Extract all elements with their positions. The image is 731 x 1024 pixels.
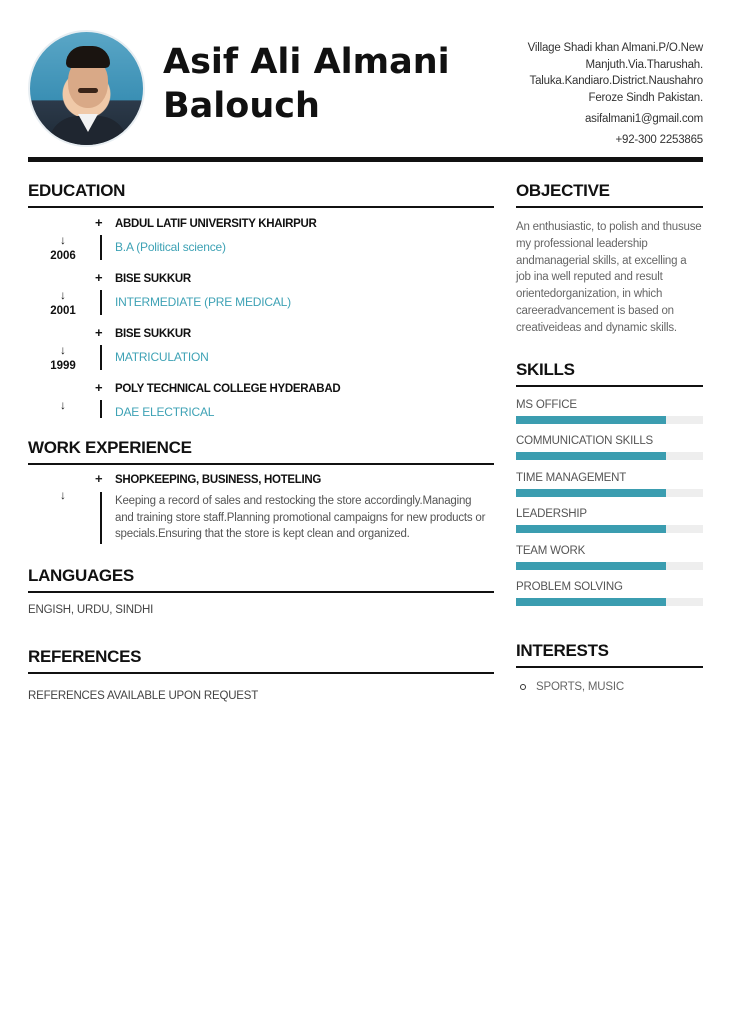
skill-label: PROBLEM SOLVING (516, 581, 623, 594)
work-experience-section (28, 437, 494, 565)
timeline-bar (100, 235, 102, 260)
address: Village Shadi khan Almani.P/O.New Manjuth.Via.Tharushah. Taluka.Kandiaro.District.Naushahro Feroze Sindh Pakistan. (527, 42, 703, 104)
work-description: Keeping a record of sales and restocking the store accordingly.Managing and training store staff.Planning promotional campaigns for new products or specials.Ensuring that the store is kept clean and organized. (115, 495, 486, 540)
skill-item (516, 460, 703, 497)
education-entry (28, 318, 494, 373)
section-title: LANGUAGES (28, 566, 134, 585)
skills-list (516, 387, 703, 606)
arrow-down-icon: ↓ (60, 233, 66, 247)
bullet-icon (520, 684, 526, 690)
plus-icon: + (95, 215, 103, 230)
contact-block (503, 40, 703, 148)
references-section (28, 646, 494, 703)
year: 1999 (50, 360, 76, 372)
education-entry (28, 263, 494, 318)
plus-icon: + (95, 325, 103, 340)
interests-section (516, 640, 703, 693)
section-title: OBJECTIVE (516, 181, 610, 200)
section-divider (28, 672, 494, 674)
candidate-name (163, 40, 483, 128)
skill-label: TEAM WORK (516, 544, 586, 557)
section-divider (28, 591, 494, 593)
skill-item (516, 496, 703, 533)
skill-label: LEADERSHIP (516, 508, 587, 521)
skill-item (516, 569, 703, 606)
right-column (516, 180, 703, 693)
interest-label: SPORTS, MUSIC (536, 680, 624, 693)
name-line-2: Balouch (163, 86, 320, 126)
institution: ABDUL LATIF UNIVERSITY KHAIRPUR (115, 218, 317, 230)
email[interactable]: asifalmani1@gmail.com (584, 113, 703, 125)
skill-item (516, 533, 703, 570)
phone: +92-300 2253865 (615, 133, 703, 146)
skill-label: MS OFFICE (516, 398, 577, 411)
resume-header (0, 0, 731, 165)
education-list (28, 208, 494, 424)
work-title: SHOPKEEPING, BUSINESS, HOTELING (115, 474, 322, 486)
skill-bar-track (516, 598, 703, 606)
section-title: REFERENCES (28, 647, 142, 666)
skills-section (516, 359, 703, 606)
languages-section (28, 565, 494, 617)
institution: BISE SUKKUR (115, 273, 191, 285)
education-section (28, 180, 494, 424)
skill-bar-fill (516, 598, 666, 606)
skill-item (516, 387, 703, 424)
timeline-bar (100, 345, 102, 370)
languages-text: ENGISH, URDU, SINDHI (28, 604, 154, 616)
skill-label: TIME MANAGEMENT (516, 471, 627, 484)
arrow-down-icon: ↓ (60, 488, 66, 502)
degree: MATRICULATION (115, 350, 209, 364)
timeline-bar (100, 400, 102, 418)
timeline-bar (100, 492, 102, 544)
objective-text: An enthusiastic, to polish and thususe my professional leadership andmanagerial skills, at excelling a job ina well reputed and result orientedorganization, in which careeradvancement is based on creativeideas and dynamic skills. (516, 221, 702, 334)
plus-icon: + (95, 380, 103, 395)
name-line-1: Asif Ali Almani (163, 42, 450, 82)
plus-icon: + (95, 270, 103, 285)
year: 2006 (50, 250, 76, 262)
education-entry (28, 373, 494, 424)
degree: INTERMEDIATE (PRE MEDICAL) (115, 295, 291, 309)
education-entry (28, 208, 494, 263)
section-title: SKILLS (516, 359, 575, 379)
skill-item (516, 423, 703, 460)
profile-photo (28, 30, 145, 147)
section-divider (516, 206, 703, 208)
degree: DAE ELECTRICAL (115, 405, 215, 419)
references-text: REFERENCES AVAILABLE UPON REQUEST (28, 690, 259, 702)
section-title: INTERESTS (516, 640, 609, 660)
arrow-down-icon: ↓ (60, 343, 66, 357)
objective-section (516, 180, 703, 337)
degree: B.A (Political science) (115, 240, 226, 254)
section-title: EDUCATION (28, 181, 126, 200)
interest-item (516, 681, 703, 693)
header-divider (28, 157, 703, 162)
year: 2001 (50, 305, 76, 317)
institution: POLY TECHNICAL COLLEGE HYDERABAD (115, 383, 341, 395)
left-column (28, 180, 494, 703)
section-title: WORK EXPERIENCE (28, 438, 192, 457)
work-entry (28, 465, 494, 565)
timeline-bar (100, 290, 102, 315)
plus-icon: + (95, 471, 103, 486)
arrow-down-icon: ↓ (60, 398, 66, 412)
skill-label: COMMUNICATION SKILLS (516, 435, 653, 448)
section-divider (516, 666, 703, 668)
arrow-down-icon: ↓ (60, 288, 66, 302)
institution: BISE SUKKUR (115, 328, 191, 340)
